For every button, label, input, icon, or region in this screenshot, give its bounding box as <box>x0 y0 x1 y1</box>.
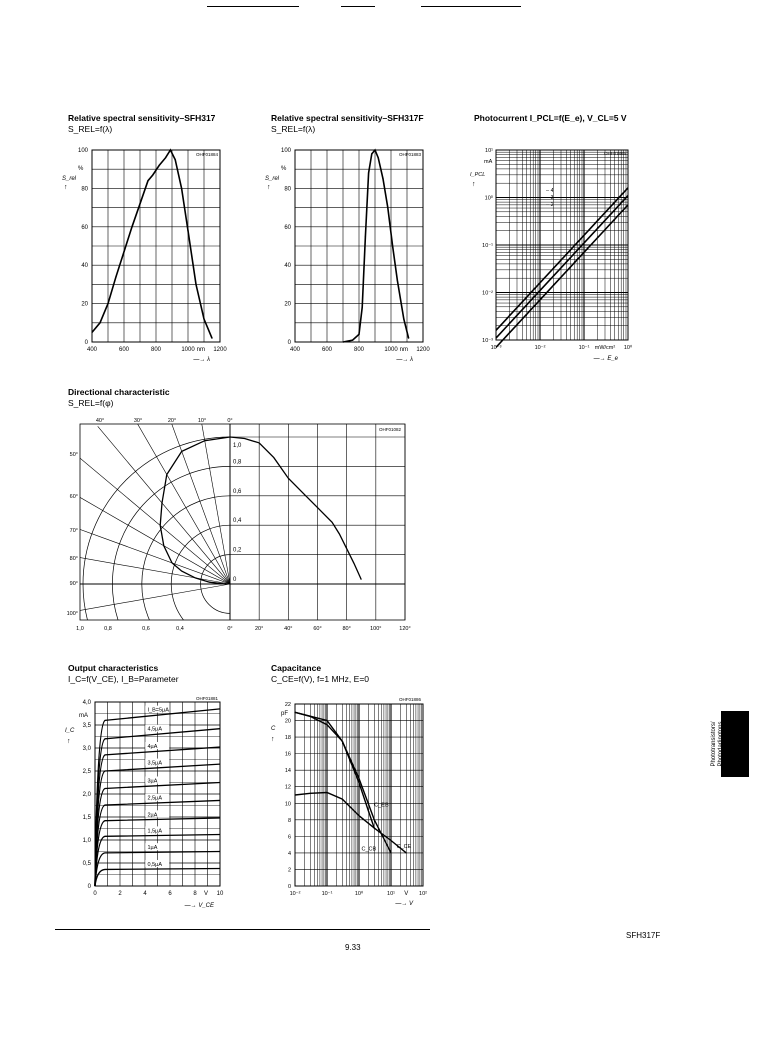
data-point <box>294 794 295 795</box>
data-point <box>187 230 188 231</box>
chart-code: OHF01886 <box>398 697 421 702</box>
chart2-subtitle: S_REL=f(λ) <box>271 124 316 134</box>
section-tab-label <box>711 721 725 766</box>
section-tab-line2: Photodarlingtons <box>718 721 724 767</box>
x-tick-label: 10⁻³ <box>490 345 502 351</box>
curve-label: – 4 <box>546 188 554 194</box>
data-point <box>397 280 398 281</box>
y-tick-label: 10⁰ <box>484 195 493 202</box>
x-tick-label: 8 <box>193 891 197 897</box>
y-tick-label: 6 <box>287 834 291 841</box>
data-point <box>387 207 388 208</box>
y-axis-arrow: ↑ <box>64 184 68 191</box>
curve-label: C_CB <box>361 846 377 853</box>
x-axis-unit: V <box>404 891 409 897</box>
angle-label: 40° <box>95 418 105 424</box>
directional-curve <box>230 437 361 580</box>
radial-label: 0,6 <box>233 488 242 495</box>
data-point <box>342 799 343 800</box>
x-axis-label: —→ λ <box>193 357 210 363</box>
y-tick-label: 0 <box>287 340 291 346</box>
y-tick-label: 3,5 <box>82 723 91 729</box>
chart1-subtitle: S_REL=f(λ) <box>68 124 113 134</box>
polar-ray <box>37 514 230 584</box>
curve-label: 1,5µA <box>147 828 162 835</box>
y-tick-label: 4 <box>287 850 291 857</box>
data-point <box>326 792 327 793</box>
data-point <box>374 149 375 150</box>
y-tick-label: 0 <box>287 884 291 890</box>
data-point <box>310 793 311 794</box>
y-tick-label: 60 <box>81 224 88 231</box>
curve-label: 2,5µA <box>147 795 162 802</box>
bottom-label: 0,8 <box>104 626 112 632</box>
header-rule <box>421 6 521 7</box>
y-tick-label: 1,0 <box>82 838 91 844</box>
spectral-chart-sfh317f <box>263 140 443 370</box>
angle-label: 60° <box>69 494 78 500</box>
angle-label: 10° <box>197 418 207 424</box>
capacitance-chart <box>263 690 443 922</box>
curve-label: 1µA <box>147 845 158 852</box>
y-tick-label: 14 <box>284 768 291 775</box>
y-tick-label: 22 <box>284 702 291 708</box>
radial-label: 1,0 <box>233 443 242 449</box>
bottom-label: 1,0 <box>76 626 84 632</box>
header-rule <box>341 6 375 7</box>
y-tick-label: 10⁻³ <box>482 338 493 344</box>
radial-label: 0 <box>233 577 237 583</box>
data-point <box>392 245 393 246</box>
data-point <box>147 180 148 181</box>
x-axis-unit: nm <box>399 347 408 353</box>
polar-curve <box>160 437 230 584</box>
output-characteristics-chart <box>60 690 240 922</box>
y-tick-label: 12 <box>284 784 291 791</box>
data-point <box>326 720 327 721</box>
y-tick-label: 2 <box>287 867 291 874</box>
x-axis-unit: mW/cm² <box>594 345 616 351</box>
x-tick-label: 600 <box>321 347 333 353</box>
y-tick-label: 100 <box>280 148 291 154</box>
y-axis-arrow: ↑ <box>267 184 271 191</box>
section-tab <box>721 711 749 777</box>
angle-label: 30° <box>133 418 143 424</box>
capacitance-curve-C_CE <box>295 712 391 853</box>
curve-label: 2µA <box>147 812 158 819</box>
y-tick-label: 10 <box>284 801 291 808</box>
y-tick-label: 0 <box>84 340 88 346</box>
chart2-title: Relative spectral sensitivity–SFH317F <box>271 113 424 123</box>
data-point <box>390 840 391 841</box>
y-axis-label: C <box>271 726 276 732</box>
chart-code: OHF01082 <box>378 427 401 432</box>
x-tick-label: 10⁻¹ <box>578 345 590 351</box>
y-axis-unit: % <box>281 166 287 172</box>
x-tick-label: 4 <box>143 891 147 897</box>
chart5-title: Output characteristics <box>68 663 159 673</box>
y-tick-label: 18 <box>284 735 291 742</box>
y-tick-label: 10⁻² <box>482 290 493 297</box>
curve-label: C_EB <box>374 802 389 809</box>
y-axis-unit: pF <box>281 711 289 717</box>
angle-label: 80° <box>69 556 78 562</box>
data-point <box>358 778 359 779</box>
data-point <box>358 815 359 816</box>
x-tick-label: 400 <box>289 347 301 353</box>
photocurrent-curve-3 <box>496 196 628 339</box>
y-tick-label: 20 <box>284 718 291 725</box>
y-tick-label: 80 <box>81 186 88 193</box>
bottom-label: 60° <box>313 626 322 632</box>
section-tab-line1: Phototransistors/ <box>711 721 717 767</box>
data-point <box>342 741 343 742</box>
x-tick-label: 6 <box>168 891 172 897</box>
data-point <box>165 157 166 158</box>
y-axis-label: I_C <box>65 728 75 734</box>
photocurrent-curve-2 <box>496 205 628 348</box>
data-point <box>406 852 407 853</box>
y-tick-label: 20 <box>284 301 291 308</box>
curve-label: 3µA <box>147 778 158 785</box>
polar-ray <box>98 426 230 584</box>
x-tick-label: 10 <box>216 891 224 897</box>
chart6-title: Capacitance <box>271 663 322 673</box>
data-point <box>195 284 196 285</box>
data-point <box>175 159 176 160</box>
x-tick-label: 10⁻¹ <box>321 891 333 897</box>
y-tick-label: 10¹ <box>485 148 493 154</box>
y-tick-label: 0 <box>87 884 91 890</box>
data-point <box>362 307 363 308</box>
x-axis-label: —→ E_e <box>593 356 618 362</box>
y-axis-unit: mA <box>79 713 88 719</box>
x-tick-label: 1000 <box>384 347 398 353</box>
angle-label: 20° <box>167 418 177 424</box>
x-axis-unit: V <box>203 891 209 897</box>
x-tick-label: 600 <box>118 347 130 353</box>
y-tick-label: 16 <box>284 751 291 758</box>
x-tick-label: 10⁻² <box>534 345 546 351</box>
polar-ray <box>27 584 230 620</box>
x-tick-label: 10¹ <box>387 891 395 897</box>
curve-label: I_B=5µA <box>147 707 169 714</box>
y-axis-label: I_PCL <box>470 172 486 178</box>
photocurrent-chart <box>466 140 646 370</box>
plot-frame <box>80 424 405 620</box>
y-tick-label: 1,5 <box>82 815 91 821</box>
curve-label: – 2 <box>546 202 554 208</box>
x-tick-label: 800 <box>150 347 162 353</box>
angle-label: 100° <box>66 611 78 617</box>
part-number: SFH317F <box>626 931 661 940</box>
x-axis-label: —→ λ <box>396 357 413 363</box>
data-point <box>107 303 108 304</box>
data-point <box>139 203 140 204</box>
radial-label: 0,2 <box>233 547 242 554</box>
spectral-curve <box>92 150 212 338</box>
x-tick-label: 10⁰ <box>623 345 633 351</box>
data-point <box>358 782 359 783</box>
radial-label: 0,8 <box>233 459 242 466</box>
data-point <box>374 819 375 820</box>
directional-chart <box>60 412 420 634</box>
data-point <box>382 178 383 179</box>
data-point <box>403 318 404 319</box>
y-tick-label: 2,0 <box>82 792 91 798</box>
x-axis-label: —→ V <box>395 901 413 907</box>
y-axis-arrow: ↑ <box>67 738 71 745</box>
curve-label: – 3 <box>546 195 554 201</box>
data-point <box>374 827 375 828</box>
curve-label: 3,5µA <box>147 760 162 767</box>
page-number: 9.33 <box>345 943 361 952</box>
x-tick-label: 800 <box>353 347 365 353</box>
bottom-label: 0° <box>227 626 233 632</box>
y-tick-label: 0,5 <box>82 861 91 867</box>
bottom-label: 0,4 <box>176 626 184 632</box>
data-point <box>181 188 182 189</box>
data-point <box>326 724 327 725</box>
y-tick-label: 40 <box>284 263 291 270</box>
data-point <box>371 153 372 154</box>
data-point <box>368 172 369 173</box>
x-axis-label: —→ V_CE <box>184 903 214 909</box>
x-tick-label: 10⁰ <box>354 891 364 897</box>
data-point <box>91 332 92 333</box>
y-tick-label: 2,5 <box>82 769 91 775</box>
x-axis-unit: nm <box>196 347 205 353</box>
y-axis-unit: mA <box>484 159 493 165</box>
y-tick-label: 3,0 <box>82 746 91 752</box>
y-tick-label: 80 <box>284 186 291 193</box>
bottom-label: 100° <box>370 626 382 632</box>
y-axis-arrow: ↑ <box>271 736 275 743</box>
bottom-label: 0,6 <box>142 626 150 632</box>
y-tick-label: 8 <box>287 817 291 824</box>
data-point <box>365 236 366 237</box>
y-tick-label: 40 <box>81 263 88 270</box>
data-point <box>358 334 359 335</box>
x-tick-label: 1200 <box>213 347 227 353</box>
x-tick-label: 1000 <box>181 347 195 353</box>
angle-label: 90° <box>69 581 78 587</box>
y-axis-label: S_rel <box>265 176 280 182</box>
data-point <box>99 322 100 323</box>
curve-label: 0,5µA <box>147 861 162 868</box>
x-tick-label: 1200 <box>416 347 430 353</box>
bottom-label: 120° <box>399 626 411 632</box>
chart-code: OHF01884 <box>195 152 218 157</box>
angle-label: 50° <box>69 452 78 458</box>
data-point <box>368 811 369 812</box>
y-tick-label: 100 <box>77 148 88 154</box>
data-point <box>159 165 160 166</box>
chart-code: OHF01885 <box>603 151 626 156</box>
y-tick-label: 4,0 <box>82 700 91 706</box>
data-point <box>352 339 353 340</box>
y-tick-label: 60 <box>284 224 291 231</box>
y-tick-label: 20 <box>81 301 88 308</box>
y-tick-label: 10⁻¹ <box>482 243 493 249</box>
chart3-title: Photocurrent I_PCL=f(E_e), V_CL=5 V <box>474 113 627 123</box>
curve-label: 4,5µA <box>147 726 162 733</box>
bottom-label: 80° <box>342 626 351 632</box>
chart-code: OHF01881 <box>195 696 218 701</box>
data-point <box>115 276 116 277</box>
chart5-subtitle: I_C=f(V_CE), I_B=Parameter <box>68 674 179 684</box>
data-point <box>131 226 132 227</box>
x-tick-label: 10⁻² <box>289 891 301 897</box>
angle-label: 70° <box>69 528 78 534</box>
y-axis-label: S_rel <box>62 176 77 182</box>
curve-label: C_CE <box>396 843 412 850</box>
y-axis-arrow: ↑ <box>472 181 476 188</box>
data-point <box>294 712 295 713</box>
angle-label: 0° <box>227 418 233 424</box>
chart-code: OHF01883 <box>398 152 421 157</box>
spectral-chart-sfh317 <box>60 140 240 370</box>
chart4-subtitle: S_REL=f(φ) <box>68 398 114 408</box>
y-axis-unit: % <box>78 166 84 172</box>
data-point <box>152 174 153 175</box>
x-tick-label: 400 <box>86 347 98 353</box>
chart4-title: Directional characteristic <box>68 387 170 397</box>
data-point <box>123 251 124 252</box>
data-point <box>170 149 171 150</box>
header-rule <box>207 6 299 7</box>
x-tick-label: 2 <box>118 891 122 897</box>
x-tick-label: 0 <box>93 891 97 897</box>
chart1-title: Relative spectral sensitivity–SFH317 <box>68 113 216 123</box>
data-point <box>203 318 204 319</box>
x-tick-label: 10² <box>419 891 427 897</box>
data-point <box>378 157 379 158</box>
chart6-subtitle: C_CE=f(V), f=1 MHz, E=0 <box>271 674 370 684</box>
bottom-label: 40° <box>284 626 293 632</box>
data-point <box>211 338 212 339</box>
footer-rule <box>55 929 430 930</box>
data-point <box>342 341 343 342</box>
radial-label: 0,4 <box>233 518 242 525</box>
curve-label: 4µA <box>147 743 158 750</box>
data-point <box>390 852 391 853</box>
data-point <box>408 338 409 339</box>
bottom-label: 20° <box>255 626 264 632</box>
